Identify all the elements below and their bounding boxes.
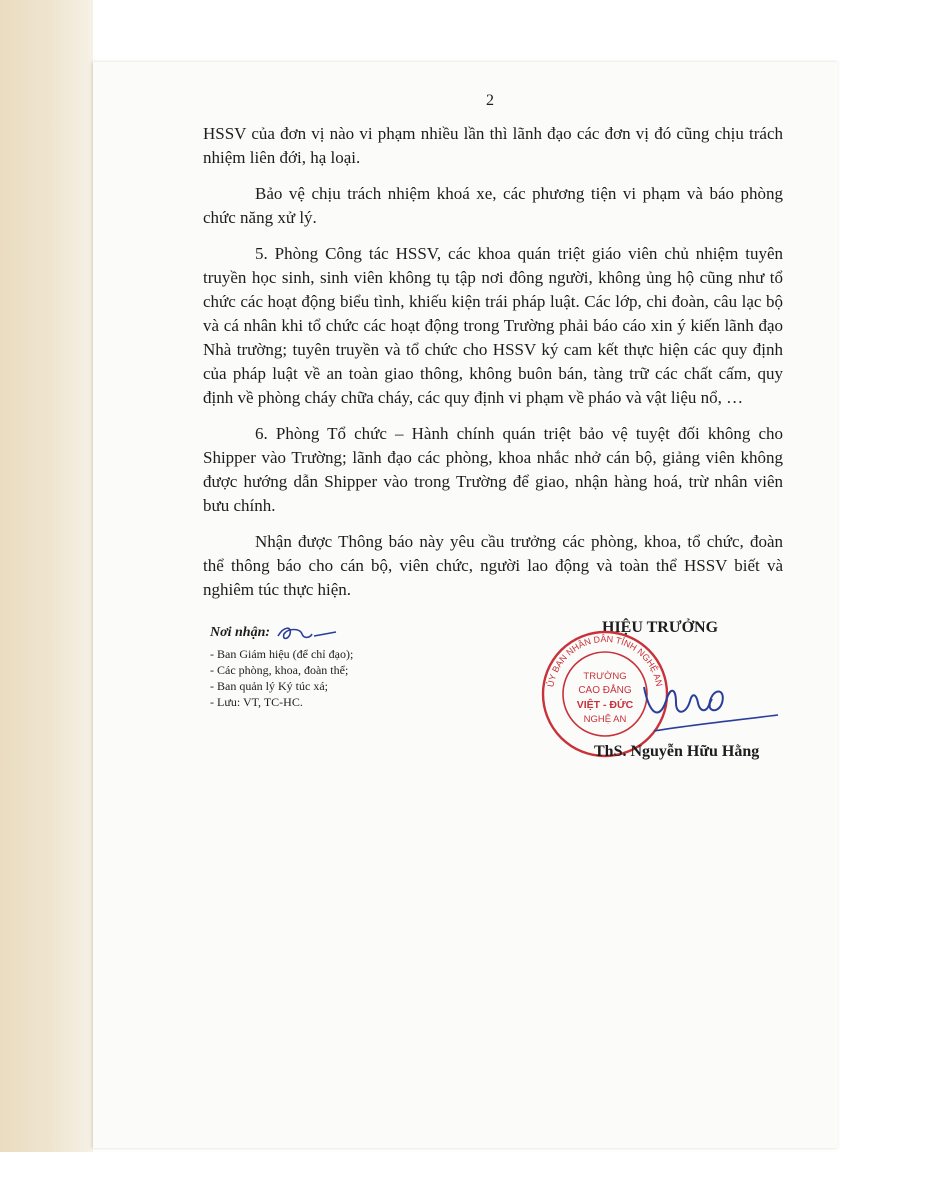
recipient-item: - Các phòng, khoa, đoàn thể; bbox=[210, 663, 349, 677]
recipient-item: - Ban quản lý Ký túc xá; bbox=[210, 679, 328, 693]
signer-title: HIỆU TRƯỞNG bbox=[602, 619, 719, 636]
recipients-block bbox=[210, 622, 510, 710]
signer-name: ThS. Nguyễn Hữu Hằng bbox=[594, 743, 760, 760]
initial-scribble bbox=[274, 622, 340, 644]
paragraph-closing: Nhận được Thông báo này yêu cầu trưởng các phòng, khoa, tổ chức, đoàn thể thông báo cho cán bộ, viên chức, người lao động và toàn thể HSSV biết và nghiêm túc thực hiện. bbox=[203, 532, 783, 599]
page-number: 2 bbox=[486, 92, 494, 109]
paragraph-item-5: 5. Phòng Công tác HSSV, các khoa quán triệt giáo viên chủ nhiệm tuyên truyền học sinh, sinh viên không tụ tập nơi đông người, không ủng hộ cũng như tổ chức các hoạt động biểu tình, khiếu kiện trái pháp luật. Các lớp, chi đoàn, câu lạc bộ và cá nhân khi tổ chức các hoạt động trong Trường phải báo cáo xin ý kiến lãnh đạo Nhà trường; tuyên truyền và tổ chức cho HSSV ký cam kết thực hiện các quy định của pháp luật về an toàn giao thông, không buôn bán, tàng trữ các chất cấm, quy định về phòng cháy chữa cháy, các quy định vi phạm về pháo và vật liệu nổ, … bbox=[203, 244, 783, 407]
paragraph-continuation: HSSV của đơn vị nào vi phạm nhiều lần thì lãnh đạo các đơn vị đó cũng chịu trách nhiệm liên đới, hạ loại. bbox=[203, 124, 783, 167]
handwritten-signature bbox=[630, 657, 780, 737]
signature-block bbox=[540, 615, 780, 775]
paragraph-security: Bảo vệ chịu trách nhiệm khoá xe, các phương tiện vi phạm và báo phòng chức năng xử lý. bbox=[203, 184, 783, 227]
recipients-title: Nơi nhận: bbox=[210, 625, 271, 641]
svg-text:TRƯỜNG: TRƯỜNG bbox=[583, 671, 627, 682]
recipient-item: - Lưu: VT, TC-HC. bbox=[210, 695, 303, 709]
svg-text:NGHỆ AN: NGHỆ AN bbox=[583, 714, 627, 725]
paragraph-item-6: 6. Phòng Tổ chức – Hành chính quán triệt bảo vệ tuyệt đối không cho Shipper vào Trường; lãnh đạo các phòng, khoa nhắc nhở cán bộ, giảng viên không được hướng dẫn Shipper vào trong Trường để giao, nhận hàng hoá, trừ nhân viên bưu chính. bbox=[203, 424, 783, 515]
scan-edge-background bbox=[0, 0, 93, 1152]
svg-text:CAO ĐẲNG: CAO ĐẲNG bbox=[578, 685, 632, 696]
svg-text:ỦY BAN NHÂN DÂN TỈNH NGHỆ AN: ỦY BAN NHÂN DÂN TỈNH NGHỆ AN bbox=[545, 633, 665, 688]
document-body bbox=[203, 122, 783, 614]
recipient-item: - Ban Giám hiệu (để chỉ đạo); bbox=[210, 647, 354, 661]
svg-text:VIỆT - ĐỨC: VIỆT - ĐỨC bbox=[576, 699, 634, 711]
recipients-list bbox=[210, 646, 510, 710]
